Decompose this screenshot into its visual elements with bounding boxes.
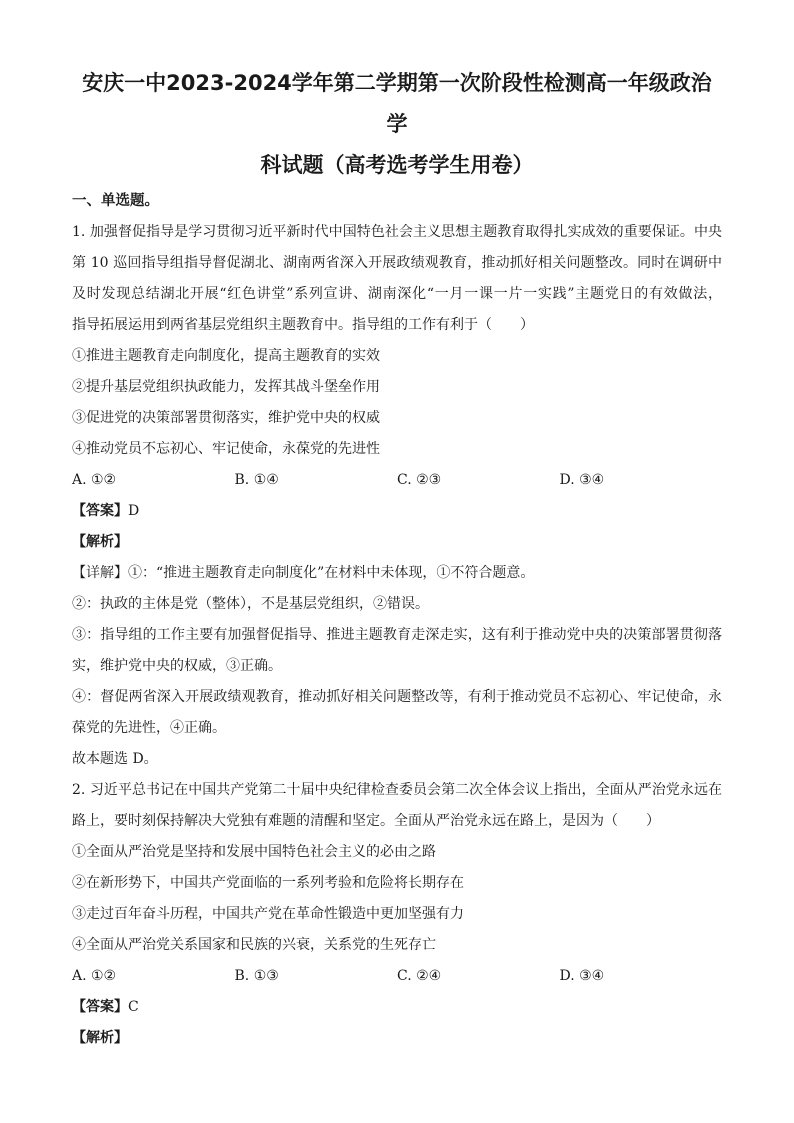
- q2-answer: [72, 992, 722, 1023]
- q1-options: [72, 465, 722, 496]
- detail-label: 【详解】: [72, 565, 128, 581]
- q1-item: ①推进主题教育走向制度化，提高主题教育的实效: [72, 348, 380, 364]
- q1-option-b: B. ①④: [234, 472, 279, 488]
- doc-title-line2: 科试题（高考选考学生用卷）: [260, 153, 534, 177]
- q1-stem-line: 1. 加强督促指导是学习贯彻习近平新时代中国特色社会主义思想主题教育取得扎实成效的重要保证。中央: [72, 224, 722, 240]
- q2-stem-line: 路上，要时刻保持解决大党独有难题的清醒和坚定。全面从严治党永远在路上，是因为（ ）: [72, 813, 660, 829]
- section-title: 一、单选题。: [72, 193, 159, 209]
- analysis-label: 【解析】: [72, 1030, 128, 1046]
- q1-conclusion: 故本题选 D。: [72, 751, 158, 767]
- q1-detail-line: 实，维护党中央的权威，③正确。: [72, 658, 282, 674]
- q1-item: ②提升基层党组织执政能力，发挥其战斗堡垒作用: [72, 379, 380, 395]
- q1-option-c: C. ②③: [397, 472, 442, 488]
- q2-option-d: D. ③④: [559, 968, 605, 984]
- q2-stem-line: 2. 习近平总书记在中国共产党第二十届中央纪律检查委员会第二次全体会议上指出，全面从严治党永远在: [72, 782, 722, 798]
- q1-detail-line: ②：执政的主体是党（整体），不是基层党组织，②错误。: [72, 596, 429, 612]
- q1-option-a: A. ①②: [72, 472, 117, 488]
- analysis-label: 【解析】: [72, 534, 128, 550]
- q2-options: [72, 961, 722, 992]
- q1-detail-line: ③：指导组的工作主要有加强督促指导、推进主题教育走深走实，这有利于推动党中央的决策部署贯彻落: [72, 627, 722, 643]
- q1-stem-line: 第 10 巡回指导组指导督促湖北、湖南两省深入开展政绩观教育，推动抓好相关问题整改。同时在调研中: [72, 255, 722, 271]
- q1-detail-line: [72, 558, 722, 589]
- answer-value: C: [128, 999, 139, 1015]
- q1-detail-line: ④：督促两省深入开展政绩观教育，推动抓好相关问题整改等，有利于推动党员不忘初心、牢记使命，永: [72, 689, 722, 705]
- q1-detail-line: 葆党的先进性，④正确。: [72, 720, 226, 736]
- q2-item: ④全面从严治党关系国家和民族的兴衰，关系党的生死存亡: [72, 937, 436, 953]
- answer-label: 【答案】: [72, 503, 128, 519]
- q1-stem-line: 及时发现总结湖北开展“红色讲堂”系列宣讲、湖南深化“一月一课一片一实践”主题党日的有效做法，: [72, 286, 722, 302]
- q2-option-c: C. ②④: [397, 968, 442, 984]
- q2-option-b: B. ①③: [234, 968, 279, 984]
- detail-text: ①：“推进主题教育走向制度化”在材料中未体现，①不符合题意。: [128, 565, 535, 581]
- q1-item: ④推动党员不忘初心、牢记使命，永葆党的先进性: [72, 441, 380, 457]
- q2-item: ②在新形势下，中国共产党面临的一系列考验和危险将长期存在: [72, 875, 464, 891]
- q1-answer: [72, 496, 722, 527]
- question-1: [72, 217, 722, 775]
- question-2: [72, 775, 722, 1054]
- answer-label: 【答案】: [72, 999, 128, 1015]
- q1-analysis: [72, 527, 722, 558]
- answer-value: D: [128, 503, 140, 519]
- q1-option-d: D. ③④: [559, 472, 605, 488]
- doc-title-line1: 安庆一中2023-2024学年第二学期第一次阶段性检测高一年级政治学: [82, 71, 712, 136]
- q1-stem-line: 指导拓展运用到两省基层党组织主题教育中。指导组的工作有利于（ ）: [72, 317, 534, 333]
- q2-analysis: [72, 1023, 722, 1054]
- q2-item: ①全面从严治党是坚持和发展中国特色社会主义的必由之路: [72, 844, 436, 860]
- q2-option-a: A. ①②: [72, 968, 117, 984]
- q2-item: ③走过百年奋斗历程，中国共产党在革命性锻造中更加坚强有力: [72, 906, 464, 922]
- q1-item: ③促进党的决策部署贯彻落实，维护党中央的权威: [72, 410, 380, 426]
